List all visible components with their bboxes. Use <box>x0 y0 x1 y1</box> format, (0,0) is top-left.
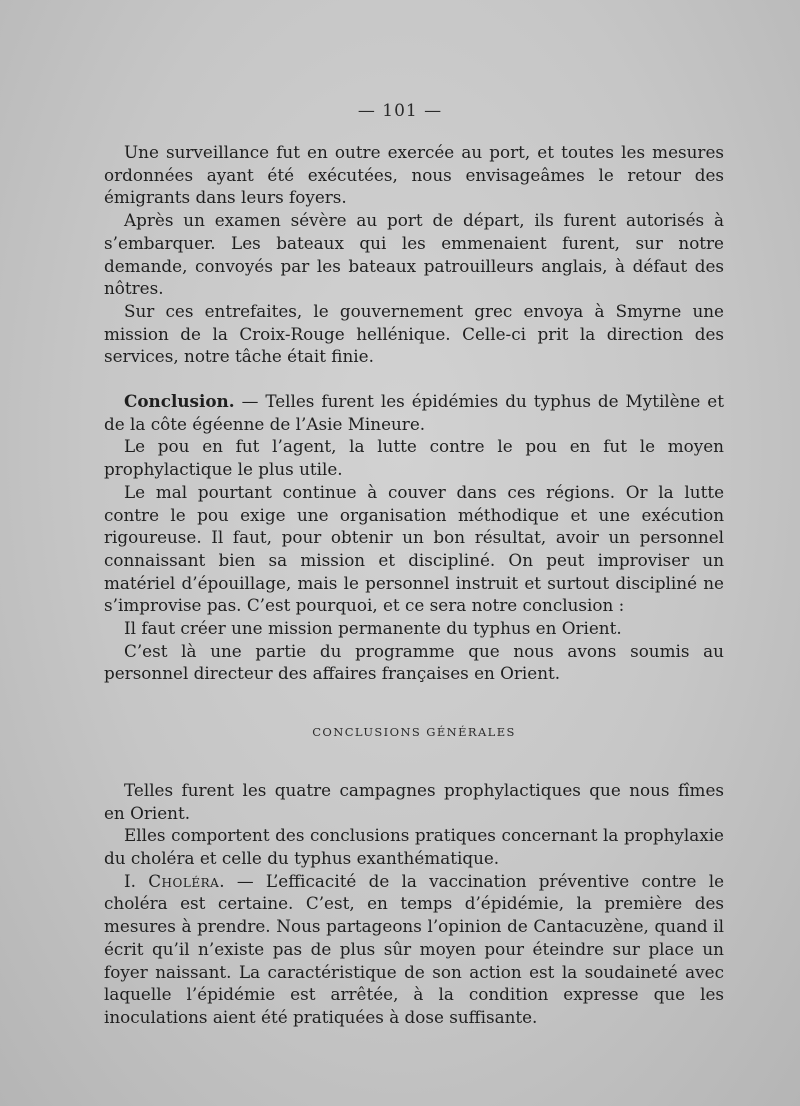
paragraph: Une surveillance fut en outre exercée au port, et toutes les mesures ordonnées ayant été exécutées, nous envisageâmes le retour des émigrants dans leurs foyers. <box>104 142 724 208</box>
conclusion-paragraph <box>104 390 724 435</box>
paragraph: Il faut créer une mission permanente du typhus en Orient. <box>124 618 622 639</box>
paragraph: Elles comportent des conclusions pratiques concernant la prophylaxie du choléra et celle du typhus exanthématique. <box>104 825 724 868</box>
cholera-heading: Choléra <box>148 870 220 891</box>
page-number: — 101 — <box>357 101 443 121</box>
paragraph: Le mal pourtant continue à couver dans ces régions. Or la lutte contre le pou exige une organisation méthodique et une exécution rigoureuse. Il faut, pour obtenir un bon résultat, avoir un personnel connaissant bien sa mission et discipliné. On peut improviser un matériel d’épouillage, mais le personnel instruit et surtout discipliné ne s’improvise pas. C’est pourquoi, et ce sera notre conclusion : <box>104 481 724 616</box>
paragraph: Sur ces entrefaites, le gouvernement grec envoya à Smyrne une mission de la Croix-Rouge hellénique. Celle-ci prit la direction des services, notre tâche était finie. <box>104 300 724 367</box>
paragraph: Après un examen sévère au port de départ, ils furent autorisés à s’embarquer. Les bateaux qui les emmenaient furent, sur notre demande, convoyés par les bateaux patrouilleurs anglais, à défaut des nôtres. <box>104 210 724 299</box>
section-heading: CONCLUSIONS GÉNÉRALES <box>312 725 516 740</box>
numbering: I. <box>124 870 149 891</box>
paragraph: C’est là une partie du programme que nous avons soumis au personnel directeur des affaires françaises en Orient. <box>104 640 724 684</box>
conclusion-text: — Telles furent les épidémies du typhus de Mytilène et de la côte égéenne de l’Asie Mineure. <box>104 391 724 434</box>
cholera-text: . — L’efficacité de la vaccination préventive contre le choléra est certaine. C’est, en temps d’épidémie, la première des mesures à prendre. Nous partageons l’opinion de Cantacuzène, quand il écrit qu’il n’existe pas de plus sûr moyen pour éteindre sur place un foyer naissant. La caractéristique de son action est la soudaineté avec laquelle l’épidémie est arrêtée, à la condition expresse que les inoculations aient été pratiquées à dose suffisante. <box>104 870 724 1027</box>
conclusion-heading: Conclusion. <box>124 391 235 412</box>
cholera-paragraph <box>104 870 724 1029</box>
paragraph: Telles furent les quatre campagnes prophylactiques que nous fîmes en Orient. <box>104 779 724 823</box>
paragraph: Le pou en fut l’agent, la lutte contre le pou en fut le moyen prophylactique le plus utile. <box>104 436 724 480</box>
body-text <box>104 141 724 1029</box>
